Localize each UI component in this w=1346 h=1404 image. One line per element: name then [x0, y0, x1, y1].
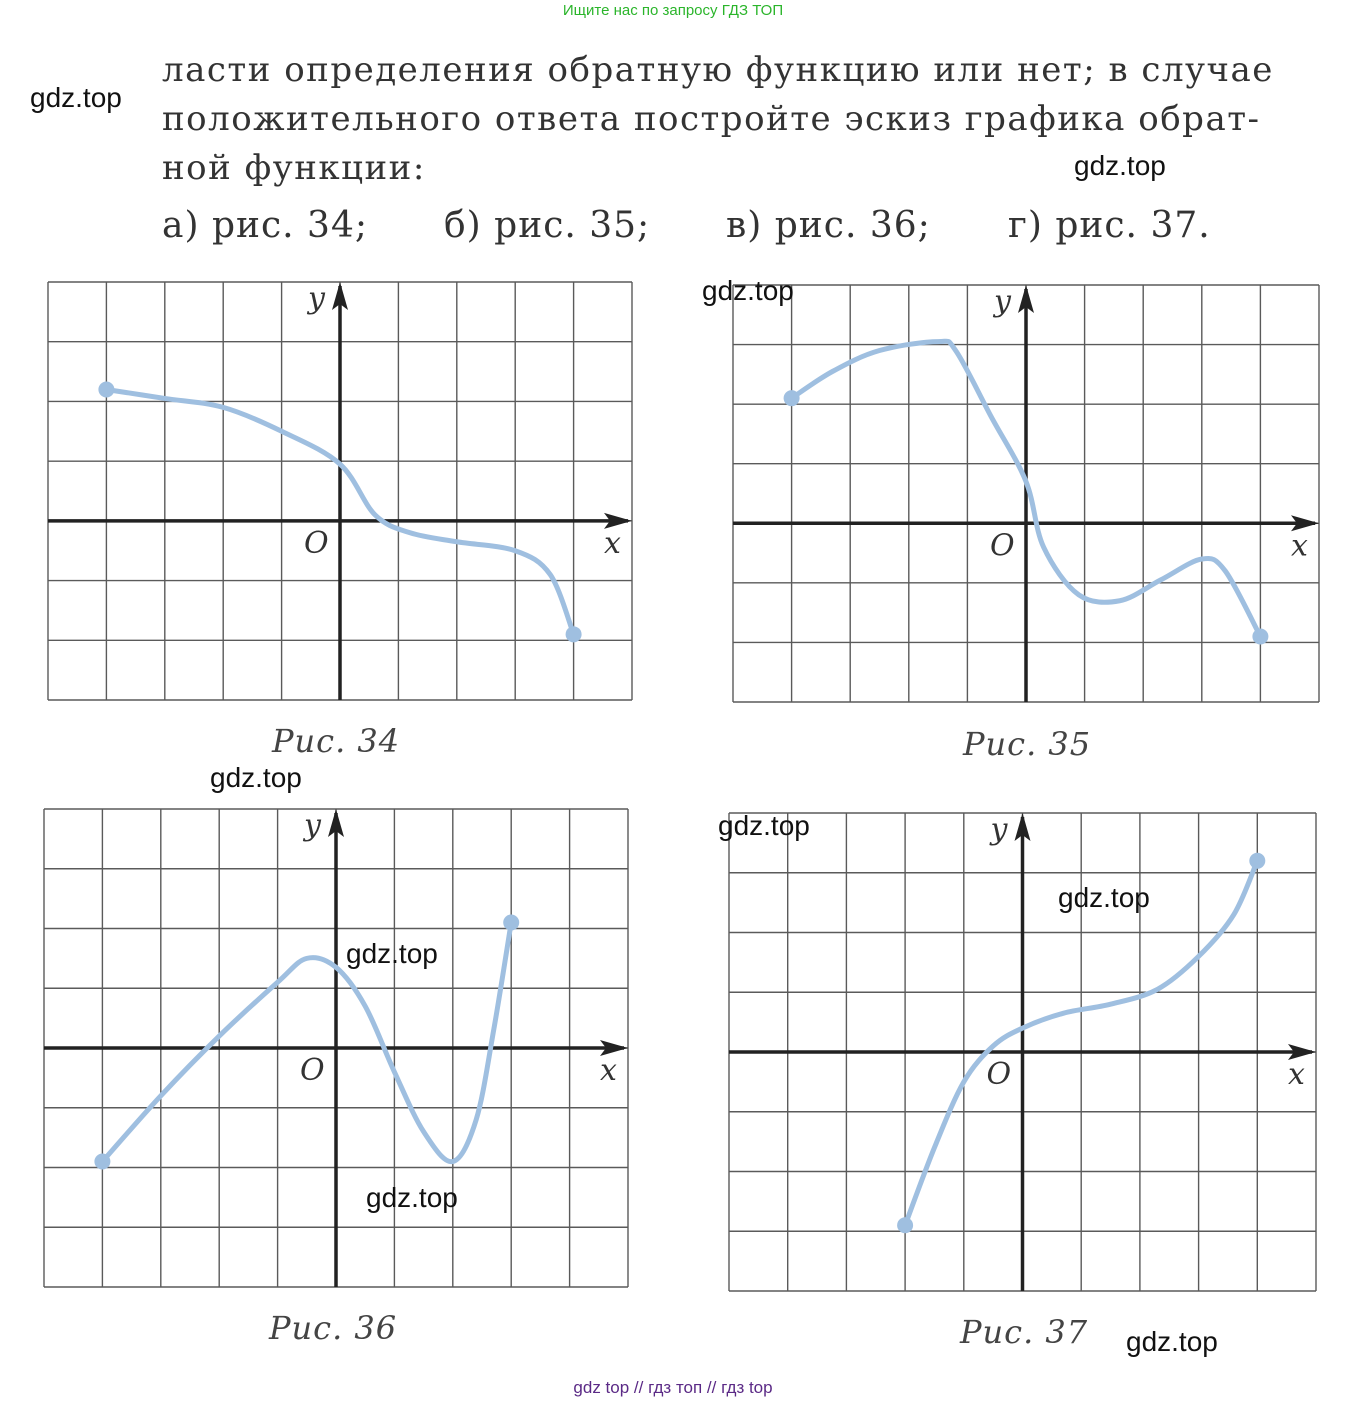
watermark: gdz.top	[1058, 882, 1150, 913]
watermark: gdz.top	[210, 762, 302, 793]
x-axis-label: x	[1288, 1057, 1305, 1092]
y-axis-label: y	[308, 281, 325, 316]
curve-endpoint	[503, 915, 519, 931]
footer-links[interactable]: gdz top // гдз топ // гдз top	[573, 1378, 773, 1397]
y-axis-label: y	[994, 284, 1011, 319]
figure-34	[48, 281, 632, 700]
y-axis-label: y	[304, 808, 321, 843]
curve-endpoint	[784, 390, 800, 406]
curve-endpoint	[1252, 628, 1268, 644]
figure-35	[733, 284, 1319, 702]
task-line-2: положительного ответа постройте эскиз графика обрат-	[162, 99, 1261, 139]
caption-fig-36: Рис. 36	[269, 1309, 398, 1347]
task-line-1: ласти определения обратную функцию или нет; в случае	[162, 50, 1274, 90]
function-curve	[102, 923, 511, 1162]
y-axis-label: y	[990, 812, 1008, 847]
watermark: gdz.top	[718, 810, 810, 841]
watermark: gdz.top	[1126, 1326, 1218, 1357]
caption-fig-37: Рис. 37	[960, 1313, 1089, 1351]
curve-endpoint	[94, 1154, 110, 1170]
option-b: б) рис. 35;	[444, 205, 651, 246]
option-v: в) рис. 36;	[726, 205, 931, 246]
figure-37	[729, 812, 1316, 1291]
origin-label: O	[990, 528, 1015, 564]
watermark: gdz.top	[346, 938, 438, 969]
curve-endpoint	[1249, 853, 1265, 869]
origin-label: O	[300, 1053, 325, 1088]
caption-fig-35: Рис. 35	[963, 725, 1092, 763]
caption-fig-34: Рис. 34	[272, 722, 401, 760]
origin-label: O	[304, 525, 329, 561]
watermark: gdz.top	[366, 1182, 458, 1213]
x-axis-label: x	[604, 525, 621, 561]
figure-36	[44, 808, 628, 1287]
watermark: gdz.top	[702, 275, 794, 306]
curve-endpoint	[98, 381, 114, 397]
option-a: а) рис. 34;	[162, 205, 368, 246]
watermark: gdz.top	[30, 82, 122, 113]
option-g: г) рис. 37.	[1008, 205, 1211, 246]
task-line-3: ной функции:	[162, 148, 426, 188]
watermark: gdz.top	[1074, 150, 1166, 181]
search-banner[interactable]: Ищите нас по запросу ГДЗ ТОП	[562, 2, 784, 19]
origin-label: O	[986, 1057, 1012, 1092]
curve-endpoint	[566, 626, 582, 642]
x-axis-label: x	[600, 1053, 617, 1088]
x-axis-label: x	[1291, 528, 1308, 564]
curve-endpoint	[897, 1217, 913, 1233]
